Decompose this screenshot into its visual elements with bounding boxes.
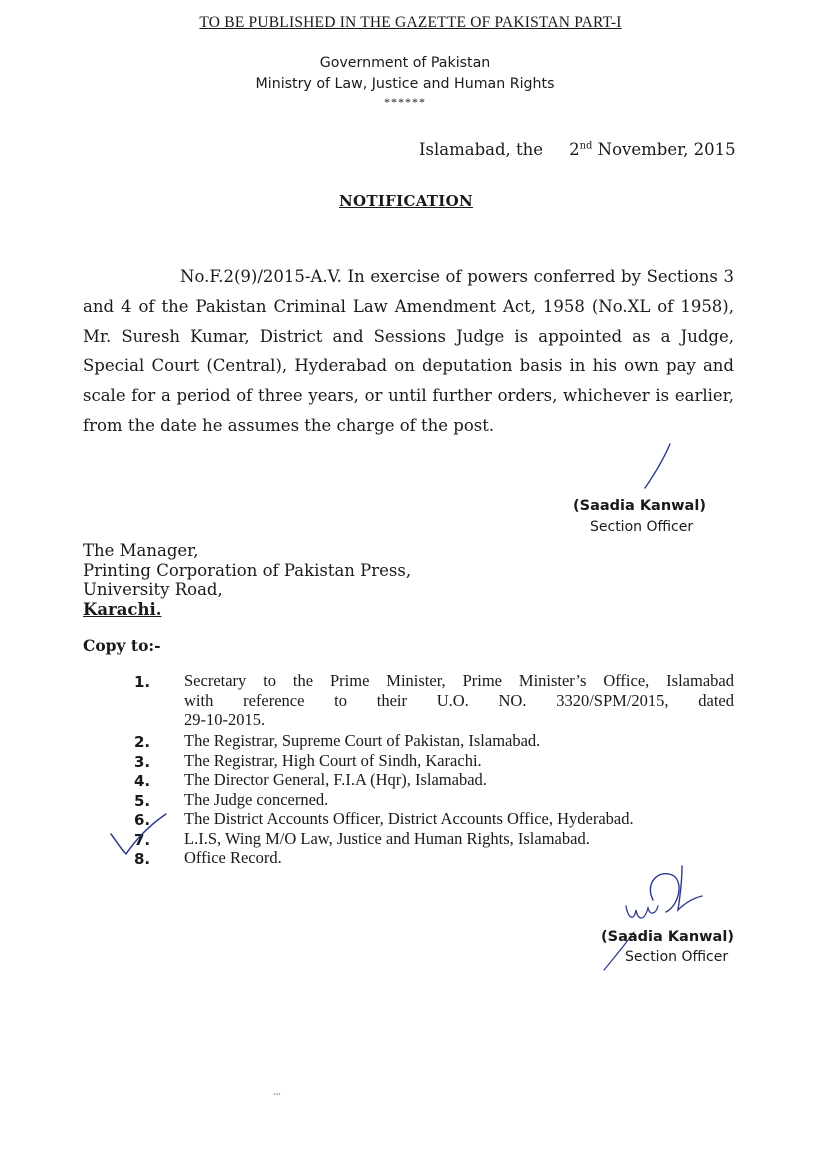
copy-item-number: 5. — [134, 791, 151, 810]
copy-item-text: The District Accounts Officer, District Accounts Office, Hyderabad. — [184, 809, 634, 828]
notification-body — [83, 262, 734, 441]
date-place: Islamabad, the — [419, 140, 544, 159]
body-line: scale for a period of three years, or until further orders, whichever is earlier, — [83, 386, 734, 406]
ministry-name: Ministry of Law, Justice and Human Rights — [255, 76, 555, 92]
body-line: from the date he assumes the charge of the post. — [83, 415, 495, 435]
copy-to-heading: Copy to:- — [83, 636, 161, 655]
date-day-suffix: nd — [579, 140, 593, 152]
copy-item-text: The Registrar, Supreme Court of Pakistan, Islamabad. — [184, 731, 541, 750]
date-day: 2 — [569, 140, 580, 159]
address-city: Karachi. — [83, 599, 162, 619]
date-month-year: November, 2015 — [597, 140, 736, 159]
address-line: The Manager, — [83, 541, 199, 560]
copy-item-text: The Judge concerned. — [184, 789, 329, 809]
copy-item-number: 3. — [134, 752, 151, 771]
copy-item-text: Secretary to the Prime Minister, Prime Minister’s Office, Islamabad — [184, 671, 734, 690]
copy-item-text: L.I.S, Wing M/O Law, Justice and Human Rights, Islamabad. — [184, 828, 590, 848]
signatory-name-copy: (Saadia Kanwal) — [601, 929, 734, 945]
copy-item-number: 7. — [134, 830, 151, 849]
notification-title: NOTIFICATION — [339, 192, 473, 210]
signatory-designation: Section Officer — [590, 519, 694, 535]
copy-item-text: Office Record. — [184, 848, 282, 867]
copy-item-number: 6. — [134, 811, 151, 829]
header-separator: ****** — [384, 95, 426, 109]
copy-item-number: 8. — [134, 850, 151, 868]
copy-item-number: 2. — [134, 733, 151, 751]
body-line: No.F.2(9)/2015-A.V. In exercise of powers conferred by Sections 3 — [180, 267, 734, 286]
gazette-header: TO BE PUBLISHED IN THE GAZETTE OF PAKISTAN PART-I — [199, 14, 622, 31]
address-line: Printing Corporation of Pakistan Press, — [83, 560, 412, 580]
signature-stroke — [640, 440, 680, 492]
date-line — [419, 140, 736, 159]
check-mark-icon — [108, 808, 170, 858]
signatory-name: (Saadia Kanwal) — [573, 498, 706, 514]
copy-item-text: The Director General, F.I.A (Hqr), Islamabad. — [184, 770, 487, 789]
government-name: Government of Pakistan — [319, 55, 491, 71]
recipient-address — [83, 541, 411, 619]
signatory-designation-copy: Section Officer — [625, 949, 729, 965]
body-line: and 4 of the Pakistan Criminal Law Amendment Act, 1958 (No.XL of 1958), — [83, 296, 734, 316]
copy-item-number: 4. — [134, 772, 151, 790]
scan-speck — [273, 1092, 281, 1096]
address-line: University Road, — [83, 580, 223, 599]
copy-item-text: The Registrar, High Court of Sindh, Karachi. — [184, 750, 482, 770]
copy-item-text: with reference to their U.O. NO. 3320/SPM/2015, dated — [184, 690, 734, 710]
copy-item-number: 1. — [134, 673, 151, 691]
body-line: Special Court (Central), Hyderabad on deputation basis in his own pay and — [83, 356, 734, 376]
body-line: Mr. Suresh Kumar, District and Sessions Judge is appointed as a Judge, — [83, 326, 734, 346]
copy-item-text: 29-10-2015. — [184, 710, 266, 729]
